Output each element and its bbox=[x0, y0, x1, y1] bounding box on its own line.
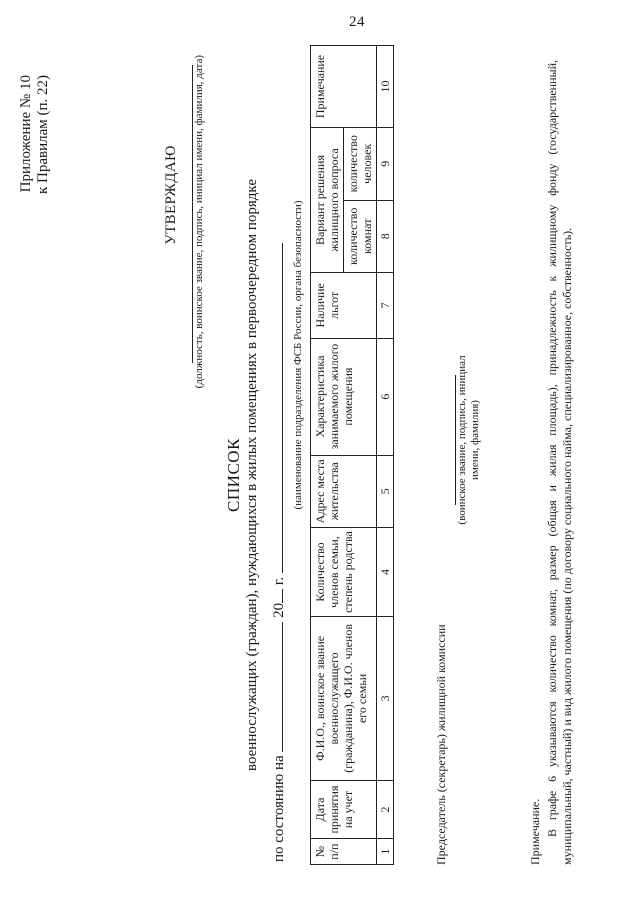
column-number: 6 bbox=[377, 338, 394, 455]
column-number: 1 bbox=[377, 839, 394, 865]
header-benefits: Наличие льгот bbox=[311, 273, 377, 339]
header-number: № п/п bbox=[311, 839, 377, 865]
year-prefix: 20 bbox=[271, 602, 287, 618]
column-number: 4 bbox=[377, 528, 394, 617]
header-registration-date: Дата принятия на учет bbox=[311, 780, 377, 838]
organization-caption: (наименование подразделения ФСБ России, органа безопасности) bbox=[292, 200, 304, 510]
column-number: 3 bbox=[377, 617, 394, 781]
approval-caption: (должность, воинское звание, подпись, инициал имени, фамилия, дата) bbox=[193, 55, 205, 389]
appendix-number: Приложение № 10 bbox=[18, 75, 34, 193]
year-suffix: г. bbox=[271, 576, 287, 586]
header-people-count: количество человек bbox=[344, 127, 377, 200]
organization-blank bbox=[270, 243, 283, 573]
year-blank bbox=[270, 589, 283, 603]
commission-chair-label: Председатель (секретарь) жилищной комиссии bbox=[434, 624, 448, 865]
column-number: 9 bbox=[377, 127, 394, 200]
approval-label: УТВЕРЖДАЮ bbox=[163, 145, 179, 245]
column-number-row bbox=[377, 46, 394, 865]
date-blank bbox=[270, 622, 283, 752]
table-header-row bbox=[311, 46, 344, 865]
header-housing-characteristics: Характеристика занимаемого жилого помещения bbox=[311, 338, 377, 455]
document-subtitle: военнослужащих (граждан), нуждающихся в жилых помещениях в первоочередном порядке bbox=[244, 178, 260, 772]
column-number: 10 bbox=[377, 46, 394, 128]
document-body bbox=[0, 45, 640, 905]
as-of-label: по состоянию на bbox=[271, 755, 287, 862]
header-rooms-count: количество комнат bbox=[344, 200, 377, 273]
column-number: 8 bbox=[377, 200, 394, 273]
appendix-rules-ref: к Правилам (п. 22) bbox=[35, 75, 51, 195]
page-number: 24 bbox=[349, 14, 365, 30]
header-address: Адрес места жительства bbox=[311, 455, 377, 528]
list-table bbox=[310, 45, 394, 865]
column-number: 2 bbox=[377, 780, 394, 838]
header-housing-solution: Вариант решения жилищного вопроса bbox=[311, 127, 344, 272]
as-of-date-line bbox=[270, 243, 288, 862]
document-title: СПИСОК bbox=[224, 438, 243, 512]
header-note: Примечание bbox=[311, 46, 377, 128]
column-number: 5 bbox=[377, 455, 394, 528]
column-number: 7 bbox=[377, 273, 394, 339]
appendix-reference bbox=[18, 75, 52, 245]
header-full-name: Ф.И.О., воинское звание военнослужащего (гражданина), Ф.И.О. членов его семьи bbox=[311, 617, 377, 781]
chair-signature-caption: (воинское звание, подпись, инициал имени, фамилия) bbox=[456, 355, 481, 525]
header-family-members: Количество членов семьи, степень родства bbox=[311, 528, 377, 617]
note-text: В графе 6 указываются количество комнат, размер (общая и жилая площадь), принадлежность к жилищному фонду (государственный, муниципальный, частный) и вид жилого помещения (по договору социального найма, специализированное, собственность). bbox=[545, 60, 574, 865]
note-heading: Примечание. bbox=[528, 798, 542, 865]
